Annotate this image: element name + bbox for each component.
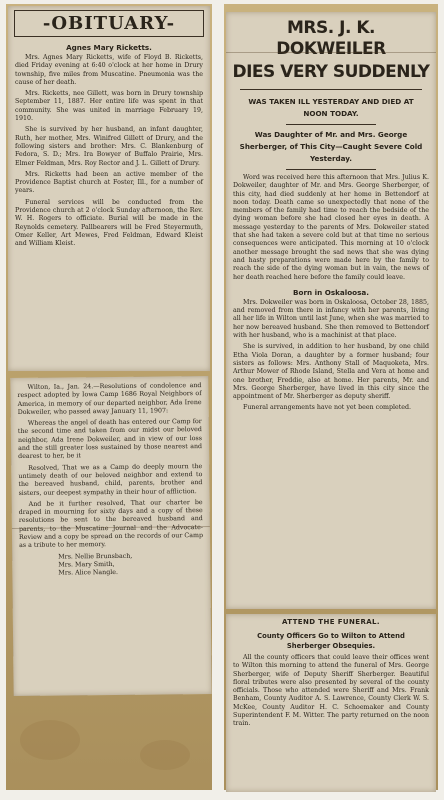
divider-rule (286, 124, 376, 125)
dokweiler-paragraph: Word was received here this afternoon that Mrs. Julius K. Dokweiler, daughter of Mr. and Mrs. George Sherberger, of this city, had died suddenly at her home in Bettendorf at noon today. Death came so unexpectedly that none of the members of the family had time to reach the bedside of the dying woman before she had closed her eyes in death. A message yesterday to the parents of Mrs. Dokweiler stated that she had taken a severe cold but at that time no serious consequences were anticipated. This morning at 10 o'clock another message brought the sad news that she was dying and hasty preparations were made here by the family to reach the side of the dying woman but in vain, the news of her death reached here before the family could leave. (233, 174, 429, 281)
dokweiler-article-clipping (226, 12, 436, 609)
divider-rule (240, 89, 422, 90)
obituary-paragraph: She is survived by her husband, an infant daughter, Ruth, her mother, Mrs. Winifred Gillett of Drury, and the following sisters and brother: Mrs. C. Blankenburg of Fedora, S. D.; Mrs. Ira Bowyer of Buffalo Prairie, Mrs. Elmer Feldman, Mrs. Roy Rector and J. L. Gillett of Drury. (15, 126, 203, 167)
obituary-paragraph: Mrs. Ricketts, nee Gillett, was born in Drury township September 11, 1887. Her entire life was spent in that community. She was united in marriage February 19, 1910. (15, 90, 203, 123)
obituary-paragraph: Mrs. Agnes Mary Ricketts, wife of Floyd B. Ricketts, died Friday evening at 6:40 o'clock at her home in Drury township, five miles from Muscatine. Pneumonia was the cause of her death. (15, 54, 203, 86)
dokweiler-paragraph: She is survived, in addition to her husband, by one child Etha Viola Doran, a daughter by a former husband; four sisters as follows: Mrs. Anthony Stall of Maquoketa, Mrs. Arthur Mower of Rhode Island, Stella and Vera at home and one brother, Freddie, also at home. Her parents, Mr. and Mrs. George Sherberger, have lived in this city since the appointment of Mr. Sherberger as deputy sheriff. (233, 343, 429, 401)
dokweiler-subhead: Born in Oskaloosa. (293, 287, 369, 297)
dokweiler-paragraph: Mrs. Dokweiler was born in Oskaloosa, October 28, 1885, and removed from there in infancy with her parents, living all her life in Wilton until last June, when she was married to her now bereaved husband. She then removed to Bettendorf with her husband, who is a machinist at that place. (233, 298, 429, 340)
resolutions-paragraph: Whereas the angel of death has entered our Camp for the second time and taken from our midst our beloved neighbor, Ada Irene Dokweiler, and in view of our loss and the still greater loss sustained by those nearest and dearest to her, be it (17, 418, 203, 461)
torn-edge-right (438, 0, 444, 800)
resolutions-clipping (10, 376, 211, 696)
divider-rule (286, 169, 376, 170)
dokweiler-deck: Was Daughter of Mr. and Mrs. George Sherberger, of This City—Caught Severe Cold Yesterday. (239, 130, 423, 163)
page-gutter (212, 0, 224, 800)
resolutions-signer: Mrs. Alice Nangle. (58, 569, 119, 577)
obituary-heading: -OBITUARY- (14, 10, 204, 37)
dokweiler-headline: DIES VERY SUDDENLY (232, 62, 430, 82)
obituary-paragraph: Mrs. Ricketts had been an active member of the Providence Baptist church at Foster, Ill., for a number of years. (15, 170, 203, 195)
resolutions-paragraph: Resolved, That we as a Camp do deeply mourn the untimely death of our beloved neighbor and extend to the bereaved husband, child, parents, brother and sisters, our deepest sympathy in their hour of affliction. (18, 462, 203, 497)
fold-crease (226, 52, 436, 53)
dokweiler-headline: MRS. J. K. DOKWEILER (276, 18, 386, 59)
resolutions-paragraph: Wilton, Ia., Jan. 24.—Resolutions of condolence and respect adopted by Iowa Camp 1686 Royal Neighbors of America, in memory of our departed neighbor, Ada Irene Dokweiler, who passed away January 11, 1907: (17, 382, 202, 416)
dokweiler-paragraph: Funeral arrangements have not yet been completed. (243, 404, 412, 412)
resolutions-signer: Mrs. Mary Smith, (58, 560, 115, 569)
obituary-subheading: Agnes Mary Ricketts. (66, 43, 152, 52)
obituary-clipping (8, 6, 210, 371)
paper-stain (20, 720, 80, 760)
resolutions-paragraph: And be it further resolved, That our charter be draped in mourning for sixty days and a copy of these resolutions be sent to the bereaved husband and parents, to the Muscatine Journal and the Advocate-Review and a copy be spread on the records of our Camp as a tribute to her memory. (18, 498, 204, 550)
resolutions-signer: Mrs. Nellie Brunsbach, (58, 552, 133, 561)
torn-edge-top (0, 0, 444, 4)
funeral-clipping (226, 614, 436, 792)
funeral-paragraph: All the county officers that could leave their offices went to Wilton this morning to attend the funeral of Mrs. George Sherberger, wife of Deputy Sheriff Sherberger. Beautiful floral tributes were also presented by several of the county officials. Those who attended were Sheriff and Mrs. Frank Benham, County Auditor A. S. Lawrence, County Clerk W. S. McKee, County Auditor H. C. Schoemaker and County Superintendent F. M. Witter. The party returned on the noon train. (233, 654, 429, 728)
funeral-heading: ATTEND THE FUNERAL. (282, 618, 380, 626)
paper-stain (140, 740, 190, 770)
obituary-paragraph: Funeral services will be conducted from the Providence church at 2 o'clock Sunday afternoon, the Rev. W. H. Rogers to officiate. Burial will be made in the Reynolds cemetery. Pallbearers will be Fred Steyermuth, Omer Keller, Art Mewes, Fred Feldman, Edward Kleist and William Kleist. (15, 198, 203, 248)
dokweiler-deck: WAS TAKEN ILL YESTERDAY AND DIED AT NOON TODAY. (248, 97, 414, 118)
torn-edge-left (0, 0, 6, 800)
funeral-subheading: County Officers Go to Wilton to Attend Sherberger Obsequies. (257, 632, 405, 650)
